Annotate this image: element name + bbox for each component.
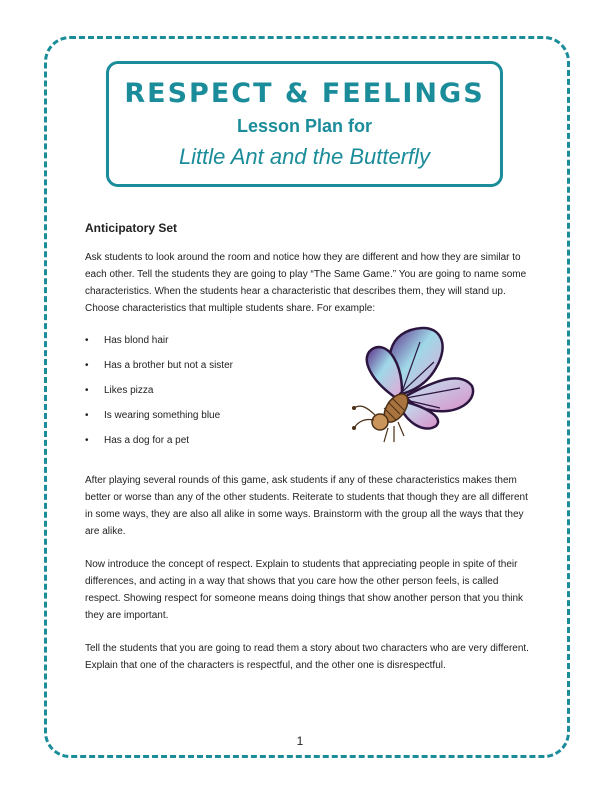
bullet-icon: • [85,410,89,421]
page-number: 1 [296,734,304,748]
list-item-text: Has a dog for a pet [104,435,190,446]
paragraph-story-intro: Tell the students that you are going to read them a story about two characters who are very different. Explain that one of the characters is respectful, and the other one is disrespectful. [85,643,529,671]
bullet-icon: • [85,435,89,446]
bullet-icon: • [85,360,89,371]
bullet-icon: • [85,335,89,346]
page-subtitle: Lesson Plan for [236,116,373,136]
section-heading: Anticipatory Set [85,221,178,235]
butterfly-icon [340,322,480,462]
paragraph-characteristics: After playing several rounds of this game, ask students if any of these characteristics makes them better or worse than any of the other students. Reiterate to students that though they are all different in some ways, they are also all alike in some ways. Brainstorm with the group all the ways that they are alike. [85,475,528,537]
story-title: Little Ant and the Butterfly [178,144,431,169]
list-item-text: Has blond hair [104,335,169,346]
bullet-icon: • [85,385,89,396]
paragraph-respect: Now introduce the concept of respect. Explain to students that appreciating people in spite of their differences, and acting in a way that shows that you care how the other person feels, is called respect. Showing respect for someone means doing things that show another person that you think they are important. [85,559,524,621]
list-item-text: Is wearing something blue [104,410,221,421]
title-box [106,61,503,187]
intro-paragraph: Ask students to look around the room and notice how they are different and how they are similar to each other. Tell the students they are going to play “The Same Game.” You are going to name some characteristics. When the students hear a characteristic that describes them, they will stand up. Choose characteristics that multiple students share. For example: [85,252,527,314]
list-item-text: Likes pizza [104,385,154,396]
page-title: RESPECT & FEELINGS [124,78,485,109]
list-item-text: Has a brother but not a sister [104,360,233,371]
